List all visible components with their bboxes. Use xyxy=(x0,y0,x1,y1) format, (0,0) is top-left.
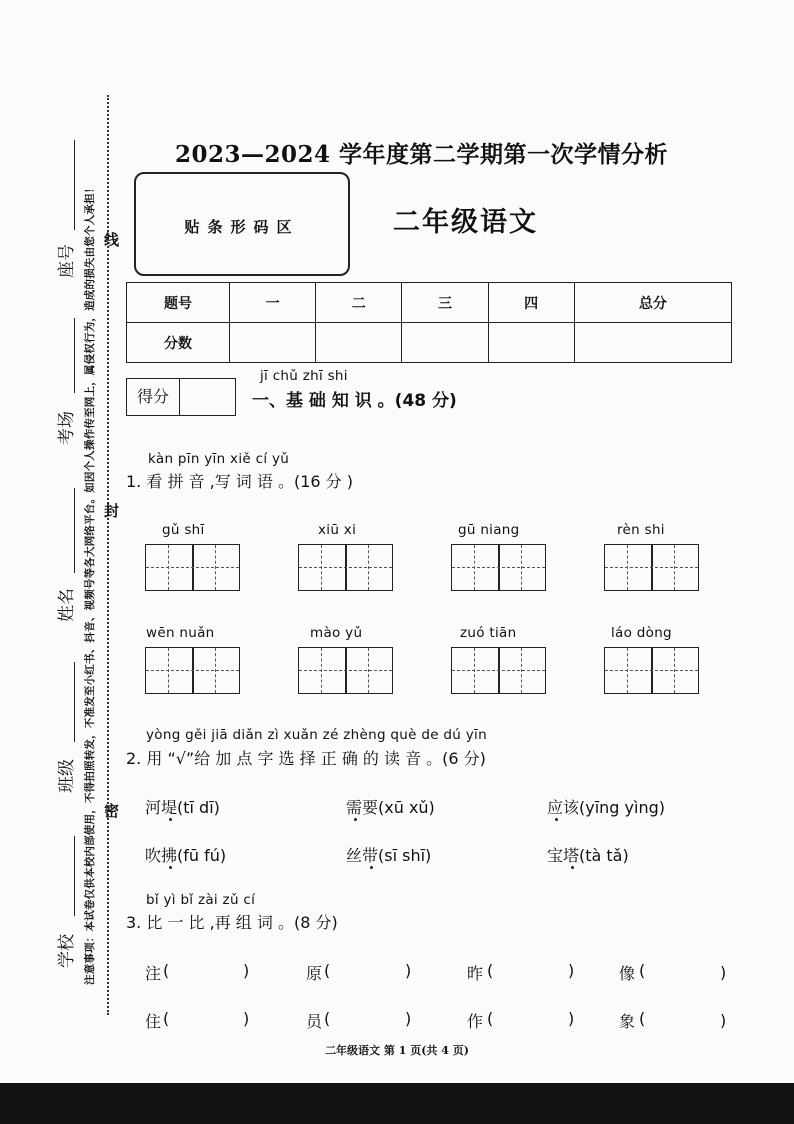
q1-word-pinyin: gǔ shī xyxy=(162,522,205,538)
q3-paren-close: ) xyxy=(405,961,412,980)
q2-pinyin: yòng gěi jiā diǎn zì xuǎn zé zhèng què de dú yīn xyxy=(146,727,487,743)
score-cell[interactable] xyxy=(488,323,574,363)
q3-paren-open: ( xyxy=(324,961,331,980)
q3-paren-close: ) xyxy=(720,963,727,982)
q3-char: 昨 xyxy=(467,964,484,983)
defen-box xyxy=(126,378,236,416)
q2-item: 丝带(sī shī) xyxy=(346,846,432,865)
q3-paren-open: ( xyxy=(487,1009,494,1028)
q3-text: 3. 比 一 比 ,再 组 词 。(8 分) xyxy=(126,913,338,932)
q3-char: 作 xyxy=(467,1012,484,1031)
exam-room-underline xyxy=(74,318,75,393)
q1-text: 1. 看 拼 音 ,写 词 语 。(16 分 ) xyxy=(126,472,353,491)
defen-label: 得分 xyxy=(127,379,180,415)
score-header-cell: 题号 xyxy=(127,283,230,323)
tian-grid[interactable] xyxy=(298,647,393,694)
q3-paren-open: ( xyxy=(324,1009,331,1028)
seat-underline xyxy=(74,140,75,230)
tian-grid[interactable] xyxy=(145,647,240,694)
score-header-cell: 四 xyxy=(488,283,574,323)
class-underline xyxy=(74,662,75,742)
q3-char: 像 xyxy=(619,964,636,983)
tian-grid[interactable] xyxy=(298,544,393,591)
barcode-label: 贴条形码区 xyxy=(184,218,300,236)
exam-title: 2023—2024 学年度第二学期第一次学情分析 xyxy=(175,141,669,168)
q1-pinyin: kàn pīn yīn xiě cí yǔ xyxy=(148,451,290,467)
q3-paren-close: ) xyxy=(568,1009,575,1028)
q1-word-pinyin: láo dòng xyxy=(611,625,672,641)
tian-grid[interactable] xyxy=(604,647,699,694)
emphasis-dot xyxy=(555,818,558,821)
tian-grid[interactable] xyxy=(451,647,546,694)
section1-pinyin: jī chǔ zhī shi xyxy=(260,368,348,384)
emphasis-dot xyxy=(354,818,357,821)
q3-paren-open: ( xyxy=(163,961,170,980)
q3-paren-close: ) xyxy=(568,961,575,980)
subject-title: 二年级语文 xyxy=(393,207,538,238)
score-table-value-row xyxy=(127,323,732,363)
tian-grid[interactable] xyxy=(604,544,699,591)
q1-word-pinyin: zuó tiān xyxy=(460,625,517,641)
class-label: 班级 xyxy=(57,759,77,793)
q3-paren-open: ( xyxy=(163,1009,170,1028)
q3-char: 住 xyxy=(145,1012,162,1031)
tian-grid[interactable] xyxy=(145,544,240,591)
score-cell[interactable] xyxy=(574,323,731,363)
q3-paren-close: ) xyxy=(405,1009,412,1028)
name-label: 姓名 xyxy=(57,588,77,622)
emphasis-dot xyxy=(571,866,574,869)
name-underline xyxy=(74,488,75,573)
seal-secret-char: 密 xyxy=(104,802,120,820)
school-underline xyxy=(74,836,75,916)
emphasis-dot xyxy=(169,866,172,869)
q2-item: 河堤(tī dī) xyxy=(145,798,220,817)
score-row-label: 分数 xyxy=(127,323,230,363)
q3-paren-close: ) xyxy=(243,961,250,980)
q3-char: 注 xyxy=(145,964,162,983)
emphasis-dot xyxy=(169,818,172,821)
school-label: 学校 xyxy=(57,934,77,968)
q3-paren-open: ( xyxy=(639,1009,646,1028)
score-header-cell: 一 xyxy=(230,283,316,323)
q3-char: 原 xyxy=(306,964,323,983)
score-header-cell: 三 xyxy=(402,283,488,323)
q3-paren-close: ) xyxy=(243,1009,250,1028)
q1-word-pinyin: xiū xi xyxy=(318,522,357,538)
q1-word-pinyin: wēn nuǎn xyxy=(146,625,215,641)
emphasis-dot xyxy=(370,866,373,869)
score-cell[interactable] xyxy=(316,323,402,363)
section1-title: 一、基 础 知 识 。(48 分) xyxy=(252,391,457,411)
q3-paren-open: ( xyxy=(639,961,646,980)
q1-word-pinyin: gū niang xyxy=(458,522,520,538)
q3-paren-open: ( xyxy=(487,961,494,980)
tian-grid[interactable] xyxy=(451,544,546,591)
scan-edge-bar xyxy=(0,1083,794,1124)
score-table-header-row xyxy=(127,283,732,323)
score-header-cell: 总分 xyxy=(574,283,731,323)
exam-room-label: 考场 xyxy=(57,411,77,445)
seal-seal-char: 封 xyxy=(104,502,120,520)
notice-text: 注意事项：本试卷仅供本校内部使用，不得拍照转发，不准发至小红书、抖音、视频号等各大网络平台。如因个人操作传至网上，属侵权行为，造成的损失由您个人承担！ xyxy=(84,182,96,985)
seat-label: 座号 xyxy=(57,244,77,278)
barcode-area xyxy=(134,172,350,276)
q2-item: 需要(xū xǔ) xyxy=(346,798,435,817)
score-cell[interactable] xyxy=(402,323,488,363)
q3-char: 象 xyxy=(619,1012,636,1031)
page-footer: 二年级语文 第 1 页(共 4 页) xyxy=(325,1044,469,1057)
q3-pinyin: bǐ yì bǐ zài zǔ cí xyxy=(146,892,256,908)
q2-item: 宝塔(tà tǎ) xyxy=(547,846,629,865)
score-table xyxy=(126,282,732,363)
seal-line-char: 线 xyxy=(104,231,120,249)
q1-word-pinyin: rèn shi xyxy=(617,522,665,538)
q2-item: 应该(yīng yìng) xyxy=(547,798,665,817)
score-cell[interactable] xyxy=(230,323,316,363)
q3-char: 员 xyxy=(306,1012,323,1031)
score-header-cell: 二 xyxy=(316,283,402,323)
q1-word-pinyin: mào yǔ xyxy=(310,625,363,641)
q2-item: 吹拂(fū fú) xyxy=(145,846,227,865)
q2-text: 2. 用 “√”给 加 点 字 选 择 正 确 的 读 音 。(6 分) xyxy=(126,749,486,768)
q3-paren-close: ) xyxy=(720,1011,727,1030)
